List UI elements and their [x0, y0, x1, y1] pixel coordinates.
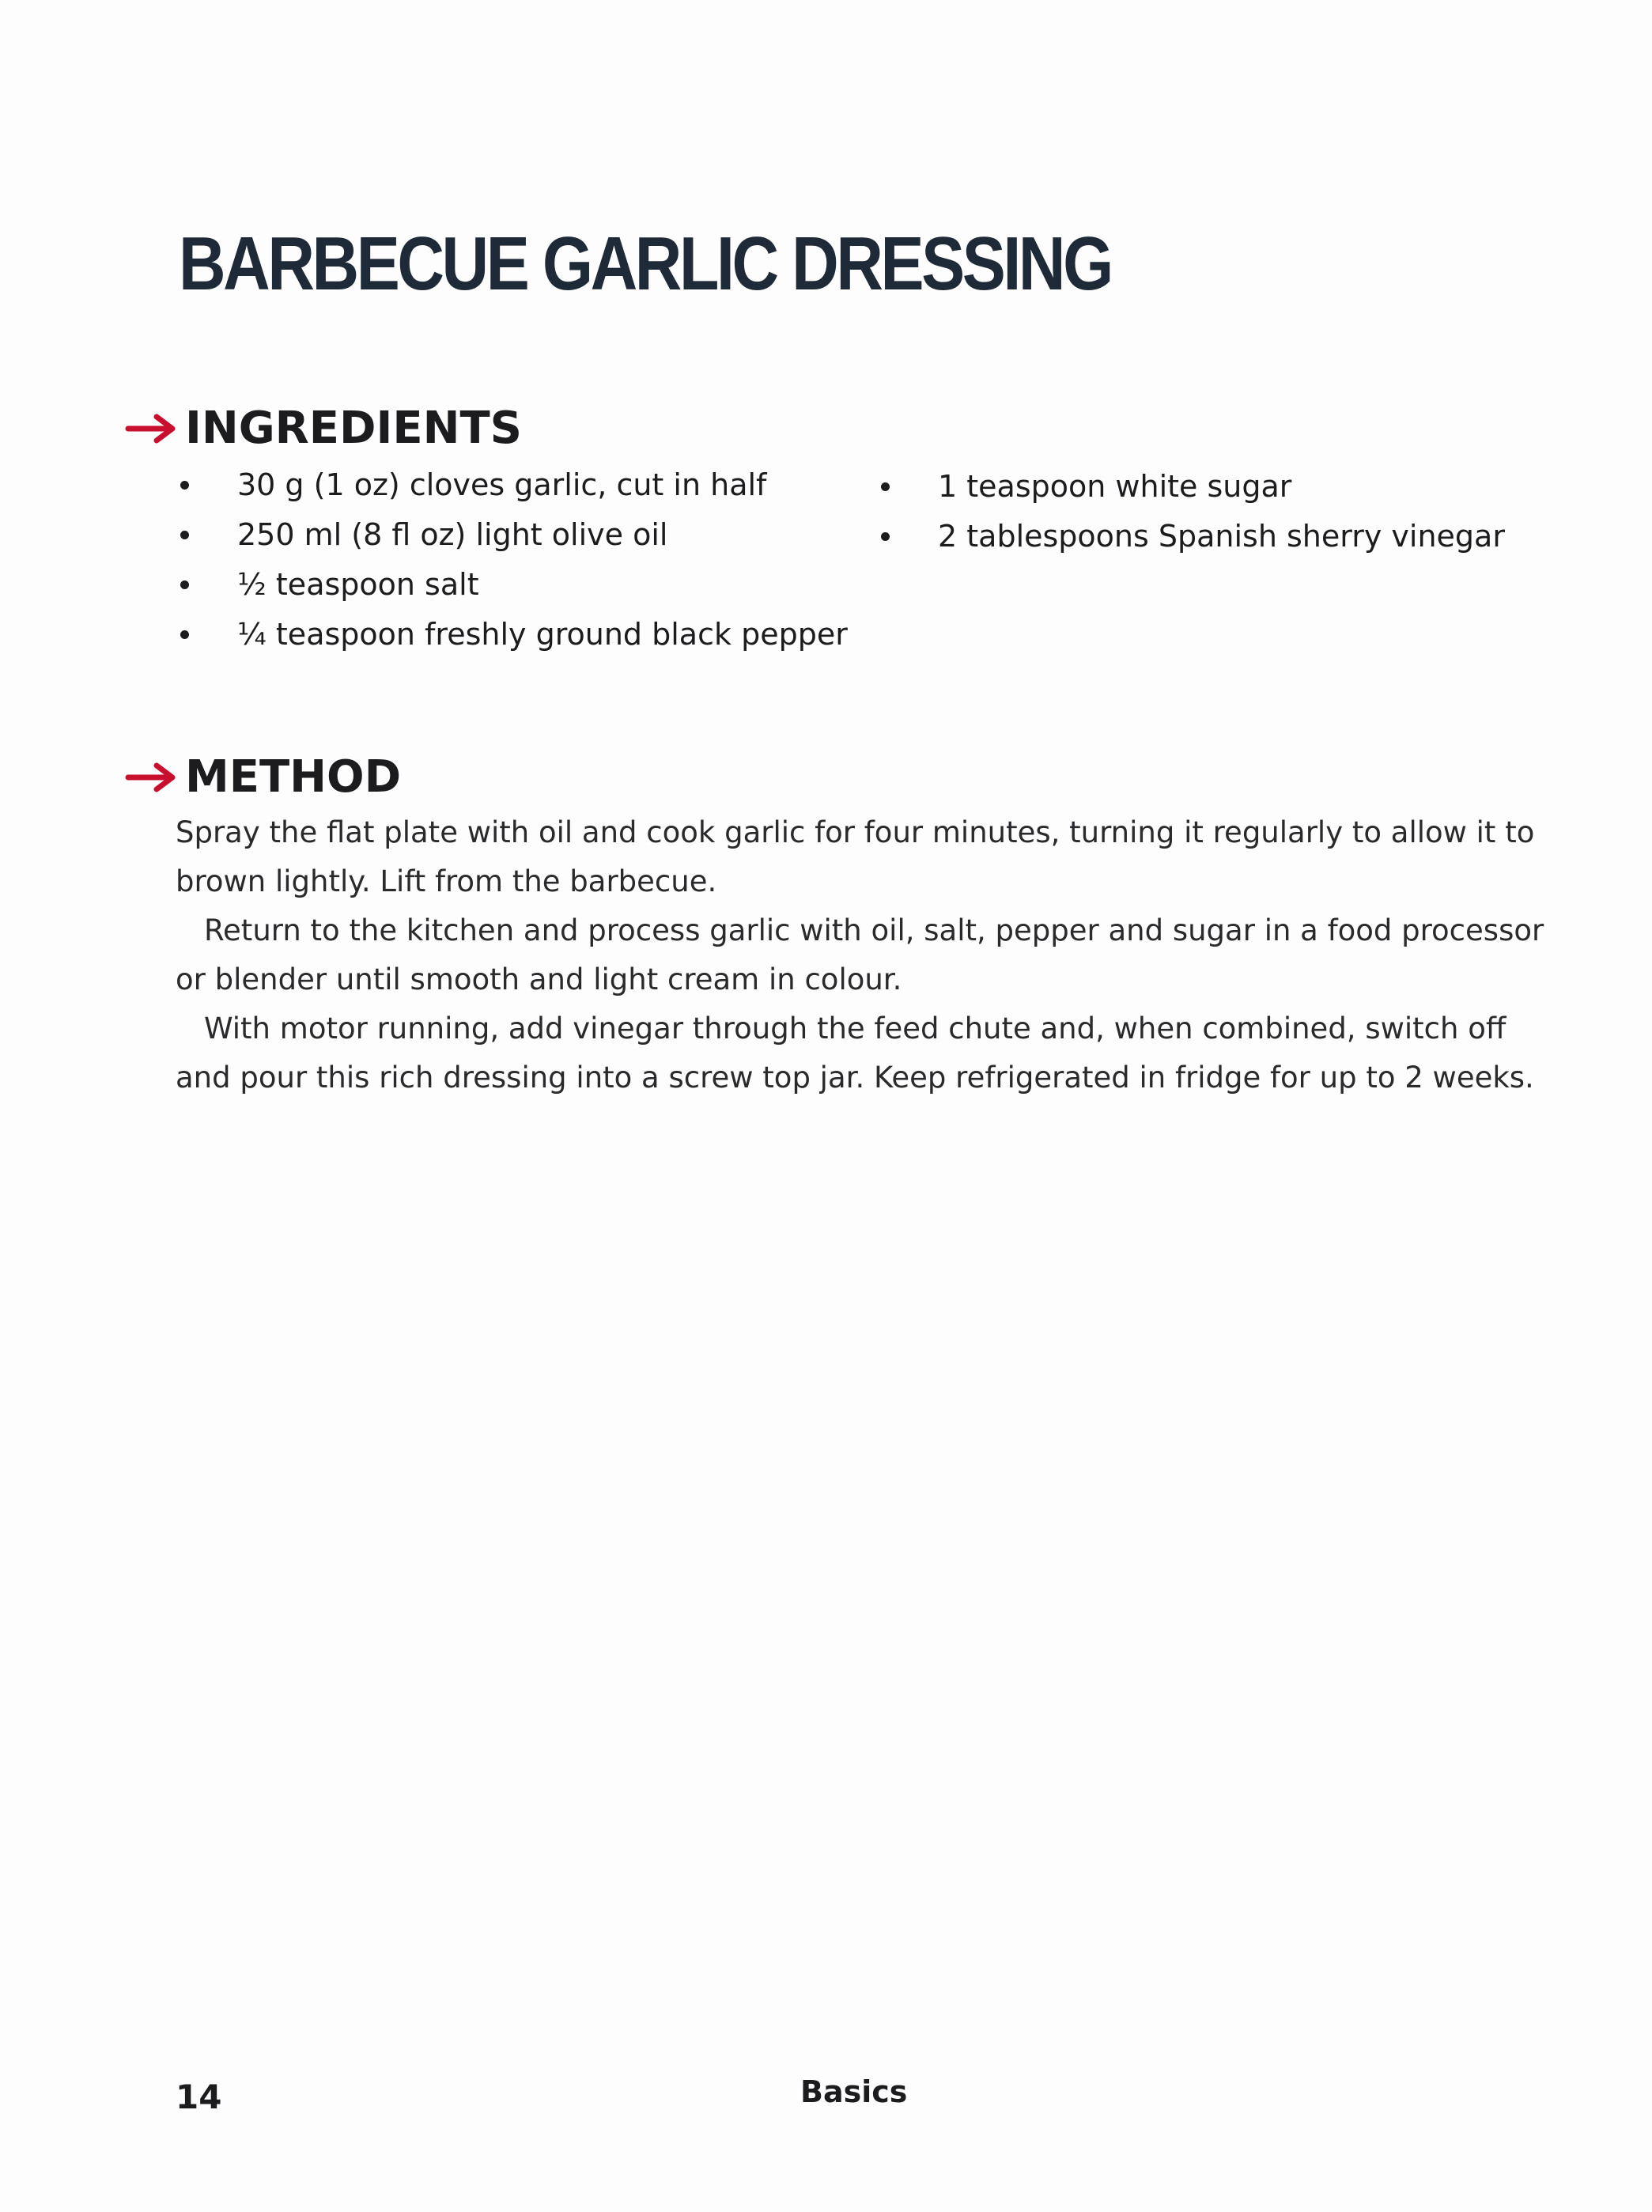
ingredient-item: ¼ teaspoon freshly ground black pepper	[180, 610, 848, 660]
ingredient-item: 30 g (1 oz) cloves garlic, cut in half	[180, 460, 848, 510]
bullet-icon	[180, 610, 191, 660]
ingredient-item: 2 tablespoons Spanish sherry vinegar	[881, 512, 1505, 562]
section-footer: Basics	[800, 2074, 908, 2109]
ingredient-item: 1 teaspoon white sugar	[881, 462, 1505, 512]
method-paragraph: Spray the flat plate with oil and cook garlic for four minutes, turning it regularly to allow it to brown lightly. Lift from the barbecue.	[176, 815, 1535, 898]
ingredient-item: 250 ml (8 fl oz) light olive oil	[180, 510, 848, 560]
arrow-right-icon	[125, 413, 180, 444]
bullet-icon	[881, 462, 892, 512]
method-heading	[125, 751, 402, 803]
arrow-right-icon	[125, 762, 180, 793]
page-number: 14	[176, 2078, 222, 2116]
recipe-title: BARBECUE GARLIC DRESSING	[179, 221, 1111, 306]
method-body	[176, 808, 1552, 1102]
method-heading-label: METHOD	[185, 751, 402, 803]
bullet-icon	[180, 510, 191, 560]
ingredients-list-left	[180, 460, 848, 660]
ingredients-heading	[125, 403, 523, 454]
ingredients-list-right	[881, 462, 1505, 562]
method-paragraph: With motor running, add vinegar through the feed chute and, when combined, switch off and pour this rich dressing into a screw top jar. Keep refrigerated in fridge for up to 2 weeks.	[176, 1011, 1534, 1095]
bullet-icon	[180, 560, 191, 610]
method-paragraph: Return to the kitchen and process garlic with oil, salt, pepper and sugar in a food processor or blender until smooth and light cream in colour.	[176, 913, 1544, 996]
bullet-icon	[180, 460, 191, 510]
bullet-icon	[881, 512, 892, 562]
ingredients-heading-label: INGREDIENTS	[185, 403, 523, 454]
ingredient-item: ½ teaspoon salt	[180, 560, 848, 610]
